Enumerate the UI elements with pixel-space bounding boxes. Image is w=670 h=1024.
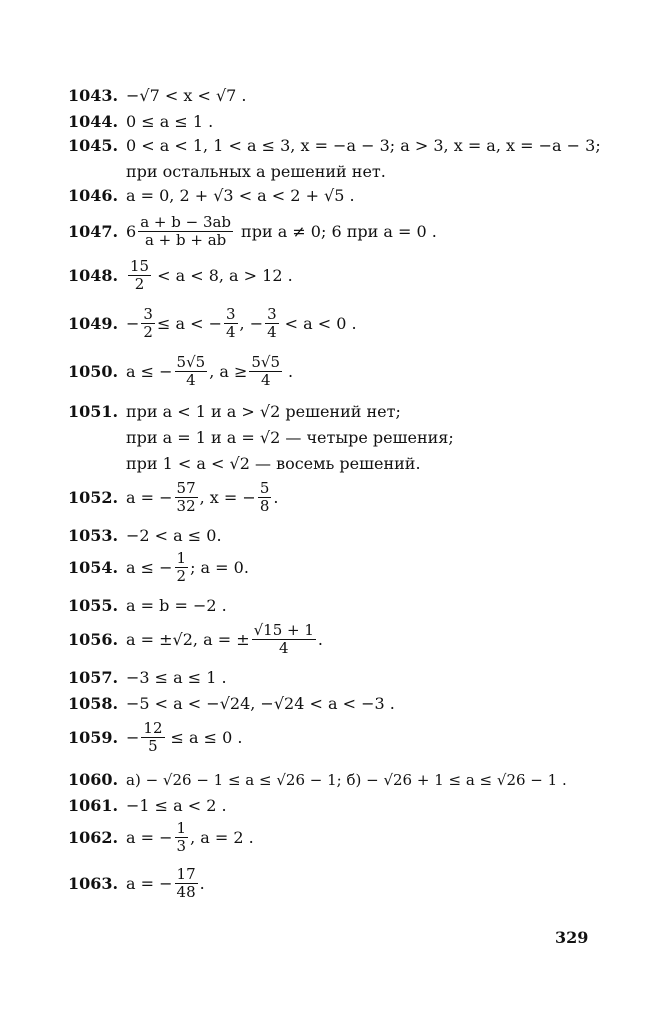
denominator: 4 <box>267 323 277 342</box>
problem-number: 1053. <box>68 526 119 545</box>
denominator: 2 <box>143 323 153 342</box>
numerator: 17 <box>176 865 196 883</box>
answer-1048 <box>68 258 630 294</box>
answer-text: , a ≥ <box>209 362 248 382</box>
answer-1051 <box>68 402 630 421</box>
problem-number: 1062. <box>68 828 119 848</box>
denominator: 32 <box>176 497 196 516</box>
problem-number: 1054. <box>68 558 119 578</box>
answer-text: 0 ≤ a ≤ 1 . <box>126 112 214 131</box>
problem-number: 1055. <box>68 596 119 615</box>
numerator: 15 <box>130 257 150 275</box>
answer-text: < a < 0 . <box>284 314 357 334</box>
problem-number: 1044. <box>68 112 119 131</box>
denominator: 2 <box>176 567 187 586</box>
answer-expression <box>126 306 357 342</box>
answer-1060 <box>68 770 630 789</box>
page-number: 329 <box>555 928 589 947</box>
problem-number: 1050. <box>68 362 119 382</box>
denominator: 48 <box>176 883 196 902</box>
minus-sign: − <box>126 314 140 334</box>
answer-1050 <box>68 354 630 390</box>
problem-number: 1045. <box>68 136 119 155</box>
fraction <box>141 306 155 342</box>
numerator: √15 + 1 <box>253 621 314 639</box>
answer-1044 <box>68 112 630 131</box>
answer-1056 <box>68 622 630 658</box>
answer-1054 <box>68 550 630 586</box>
problem-number: 1049. <box>68 314 119 334</box>
fraction <box>224 306 238 342</box>
answer-expression <box>126 214 437 250</box>
denominator: 5 <box>148 737 158 756</box>
fraction <box>175 820 189 856</box>
problem-number: 1046. <box>68 186 119 205</box>
answer-1043 <box>68 86 630 105</box>
answer-expression <box>126 258 293 294</box>
answer-expression <box>126 550 249 586</box>
problem-number: 1059. <box>68 728 119 748</box>
answer-text: . <box>199 874 205 894</box>
fraction <box>175 866 198 902</box>
answer-expression <box>126 622 323 658</box>
answer-1045-continuation: при остальных a решений нет. <box>126 162 386 181</box>
answer-text: a = − <box>126 488 173 508</box>
fraction <box>175 550 189 586</box>
answer-expression <box>126 480 278 516</box>
answer-text: a = b = −2 . <box>126 596 227 615</box>
answer-1053 <box>68 526 630 545</box>
problem-number: 1051. <box>68 402 119 421</box>
numerator: 12 <box>143 719 163 737</box>
denominator: 4 <box>225 323 236 342</box>
answer-text: . <box>317 630 323 650</box>
answer-text: a = − <box>126 828 173 848</box>
answer-1057 <box>68 668 630 687</box>
answer-text: а) − √26 − 1 ≤ a ≤ √26 − 1; б) − √26 + 1 ≤ a ≤ √26 − 1 . <box>126 770 567 789</box>
fraction <box>252 622 316 658</box>
answer-text: a = ±√2, a = ± <box>126 630 250 650</box>
numerator: 3 <box>225 305 236 323</box>
denominator: 4 <box>260 371 271 390</box>
answer-1055 <box>68 596 630 615</box>
answer-1046 <box>68 186 630 205</box>
answer-text: . <box>273 488 279 508</box>
numerator: a + b − 3ab <box>140 213 232 231</box>
numerator: 3 <box>143 305 153 323</box>
fraction <box>258 480 272 516</box>
answer-1063 <box>68 866 630 902</box>
answer-text: ≤ a ≤ 0 . <box>170 728 243 748</box>
answer-text: , a = 2 . <box>190 828 254 848</box>
fraction <box>128 258 151 294</box>
problem-number: 1061. <box>68 796 119 815</box>
numerator: 5√5 <box>251 353 281 371</box>
answer-1051-continuation: при 1 < a < √2 — восемь решений. <box>126 454 421 473</box>
answer-text: ; a = 0. <box>190 558 249 578</box>
denominator: 8 <box>259 497 270 516</box>
fraction <box>175 480 198 516</box>
answer-1049 <box>68 306 630 342</box>
minus-sign: − <box>126 728 140 748</box>
denominator: 2 <box>134 275 145 294</box>
answer-text: a = − <box>126 874 173 894</box>
problem-number: 1047. <box>68 222 119 242</box>
denominator: 4 <box>186 371 196 390</box>
answer-text: −2 < a ≤ 0. <box>126 526 222 545</box>
answer-expression <box>126 820 254 856</box>
problem-number: 1043. <box>68 86 119 105</box>
numerator: 5 <box>259 479 270 497</box>
fraction <box>265 306 279 342</box>
numerator: 5√5 <box>176 353 206 371</box>
answer-text: a ≤ − <box>126 558 173 578</box>
coefficient: 6 <box>126 222 137 242</box>
answer-1051-continuation: при a = 1 и a = √2 — четыре решения; <box>126 428 454 447</box>
denominator: 4 <box>278 639 289 658</box>
answer-text: при a < 1 и a > √2 решений нет; <box>126 402 401 421</box>
answer-expression <box>126 866 205 902</box>
answer-1052 <box>68 480 630 516</box>
answer-1058 <box>68 694 630 713</box>
answer-text: a = 0, 2 + √3 < a < 2 + √5 . <box>126 186 355 205</box>
answer-text: 0 < a < 1, 1 < a ≤ 3, x = −a − 3; a > 3, x = a, x = −a − 3; <box>126 136 601 155</box>
answer-text: ≤ a < − <box>156 314 222 334</box>
answer-1045 <box>68 136 630 155</box>
answer-1062 <box>68 820 630 856</box>
answer-text: −1 ≤ a < 2 . <box>126 796 227 815</box>
answer-text: a ≤ − <box>126 362 173 382</box>
answer-text: при a ≠ 0; 6 при a = 0 . <box>241 222 437 242</box>
numerator: 57 <box>176 479 196 497</box>
fraction <box>249 354 282 390</box>
problem-number: 1060. <box>68 770 119 789</box>
answer-expression <box>126 720 242 756</box>
answer-expression <box>126 354 293 390</box>
fraction <box>175 354 208 390</box>
numerator: 1 <box>176 819 187 837</box>
answer-text: . <box>288 362 294 382</box>
fraction <box>138 214 233 250</box>
denominator: a + b + ab <box>144 231 227 250</box>
numerator: 1 <box>176 549 187 567</box>
answer-text: , − <box>239 314 264 334</box>
problem-number: 1058. <box>68 694 119 713</box>
answer-text: < a < 8, a > 12 . <box>157 266 293 286</box>
numerator: 3 <box>267 305 277 323</box>
problem-number: 1057. <box>68 668 119 687</box>
answer-1061 <box>68 796 630 815</box>
answer-text: −√7 < x < √7 . <box>126 86 247 105</box>
problem-number: 1056. <box>68 630 119 650</box>
answer-text: , x = − <box>199 488 256 508</box>
problem-number: 1048. <box>68 266 119 286</box>
problem-number: 1052. <box>68 488 119 508</box>
fraction <box>141 720 164 756</box>
problem-number: 1063. <box>68 874 119 894</box>
answer-text: −5 < a < −√24, −√24 < a < −3 . <box>126 694 395 713</box>
answer-1059 <box>68 720 630 756</box>
answer-1047 <box>68 214 630 250</box>
answer-text: −3 ≤ a ≤ 1 . <box>126 668 227 687</box>
denominator: 3 <box>176 837 187 856</box>
